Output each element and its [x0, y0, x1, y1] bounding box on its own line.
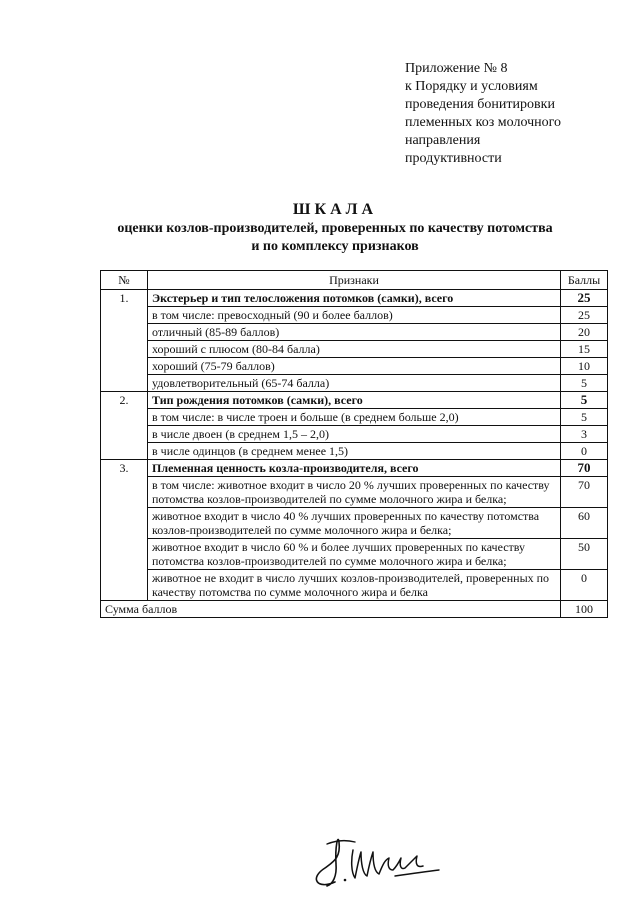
table-row — [101, 341, 608, 358]
criterion-text: в том числе: превосходный (90 и более баллов) — [148, 307, 561, 324]
criterion-points: 50 — [561, 539, 608, 570]
criterion-points: 25 — [561, 307, 608, 324]
section-points: 70 — [561, 460, 608, 477]
table-row — [101, 426, 608, 443]
table-row — [101, 409, 608, 426]
criterion-points: 5 — [561, 375, 608, 392]
appendix-line: племенных коз молочного — [405, 115, 562, 130]
title-line-2: и по комплексу признаков — [251, 239, 419, 254]
table-row — [101, 358, 608, 375]
criterion-text: в том числе: в числе троен и больше (в среднем больше 2,0) — [148, 409, 561, 426]
criterion-points: 5 — [561, 409, 608, 426]
document-title — [60, 200, 610, 256]
appendix-line: Приложение № 8 — [405, 61, 508, 76]
signature — [305, 820, 455, 895]
total-points: 100 — [561, 601, 608, 618]
criterion-text: отличный (85-89 баллов) — [148, 324, 561, 341]
criterion-text: в числе одинцов (в среднем менее 1,5) — [148, 443, 561, 460]
table-row — [101, 570, 608, 601]
criterion-text: в числе двоен (в среднем 1,5 – 2,0) — [148, 426, 561, 443]
section-row — [101, 460, 608, 477]
criterion-points: 70 — [561, 477, 608, 508]
criterion-text: хороший с плюсом (80-84 балла) — [148, 341, 561, 358]
section-number: 3. — [101, 460, 148, 601]
table-row — [101, 307, 608, 324]
criterion-points: 0 — [561, 443, 608, 460]
criterion-points: 15 — [561, 341, 608, 358]
table-row — [101, 508, 608, 539]
criterion-points: 60 — [561, 508, 608, 539]
table-row — [101, 375, 608, 392]
title-main: ШКАЛА — [292, 201, 378, 218]
criterion-points: 0 — [561, 570, 608, 601]
criterion-points: 10 — [561, 358, 608, 375]
appendix-line: направления — [405, 133, 481, 148]
criterion-points: 3 — [561, 426, 608, 443]
header-num: № — [101, 271, 148, 290]
section-title: Племенная ценность козла-производителя, всего — [148, 460, 561, 477]
header-points: Баллы — [561, 271, 608, 290]
section-title: Тип рождения потомков (самки), всего — [148, 392, 561, 409]
section-title: Экстерьер и тип телосложения потомков (самки), всего — [148, 290, 561, 307]
section-points: 25 — [561, 290, 608, 307]
table-header-row — [101, 271, 608, 290]
criterion-text: животное входит в число 60 % и более лучших проверенных по качеству потомства козлов-производителей по сумме молочного жира и белка; — [148, 539, 561, 570]
section-points: 5 — [561, 392, 608, 409]
total-row — [101, 601, 608, 618]
header-criteria: Признаки — [148, 271, 561, 290]
table-row — [101, 539, 608, 570]
signature-icon — [305, 820, 455, 895]
table-row — [101, 477, 608, 508]
table-row — [101, 324, 608, 341]
score-table — [100, 270, 608, 618]
criterion-text: животное не входит в число лучших козлов-производителей, проверенных по качеству потомства по сумме молочного жира и белка — [148, 570, 561, 601]
section-number: 1. — [101, 290, 148, 392]
appendix-line: к Порядку и условиям — [405, 79, 538, 94]
criterion-text: животное входит в число 40 % лучших проверенных по качеству потомства козлов-производителей по сумме молочного жира и белка; — [148, 508, 561, 539]
criterion-text: удовлетворительный (65-74 балла) — [148, 375, 561, 392]
title-line-1: оценки козлов-производителей, проверенных по качеству потомства — [117, 221, 553, 236]
table-row — [101, 443, 608, 460]
appendix-line: проведения бонитировки — [405, 97, 555, 112]
section-number: 2. — [101, 392, 148, 460]
appendix-line: продуктивности — [405, 151, 502, 166]
section-row — [101, 290, 608, 307]
appendix-header — [405, 60, 630, 168]
criterion-text: хороший (75-79 баллов) — [148, 358, 561, 375]
section-row — [101, 392, 608, 409]
criterion-points: 20 — [561, 324, 608, 341]
total-label: Сумма баллов — [101, 601, 561, 618]
criterion-text: в том числе: животное входит в число 20 % лучших проверенных по качеству потомства козлов-производителей по сумме молочного жира и белка; — [148, 477, 561, 508]
